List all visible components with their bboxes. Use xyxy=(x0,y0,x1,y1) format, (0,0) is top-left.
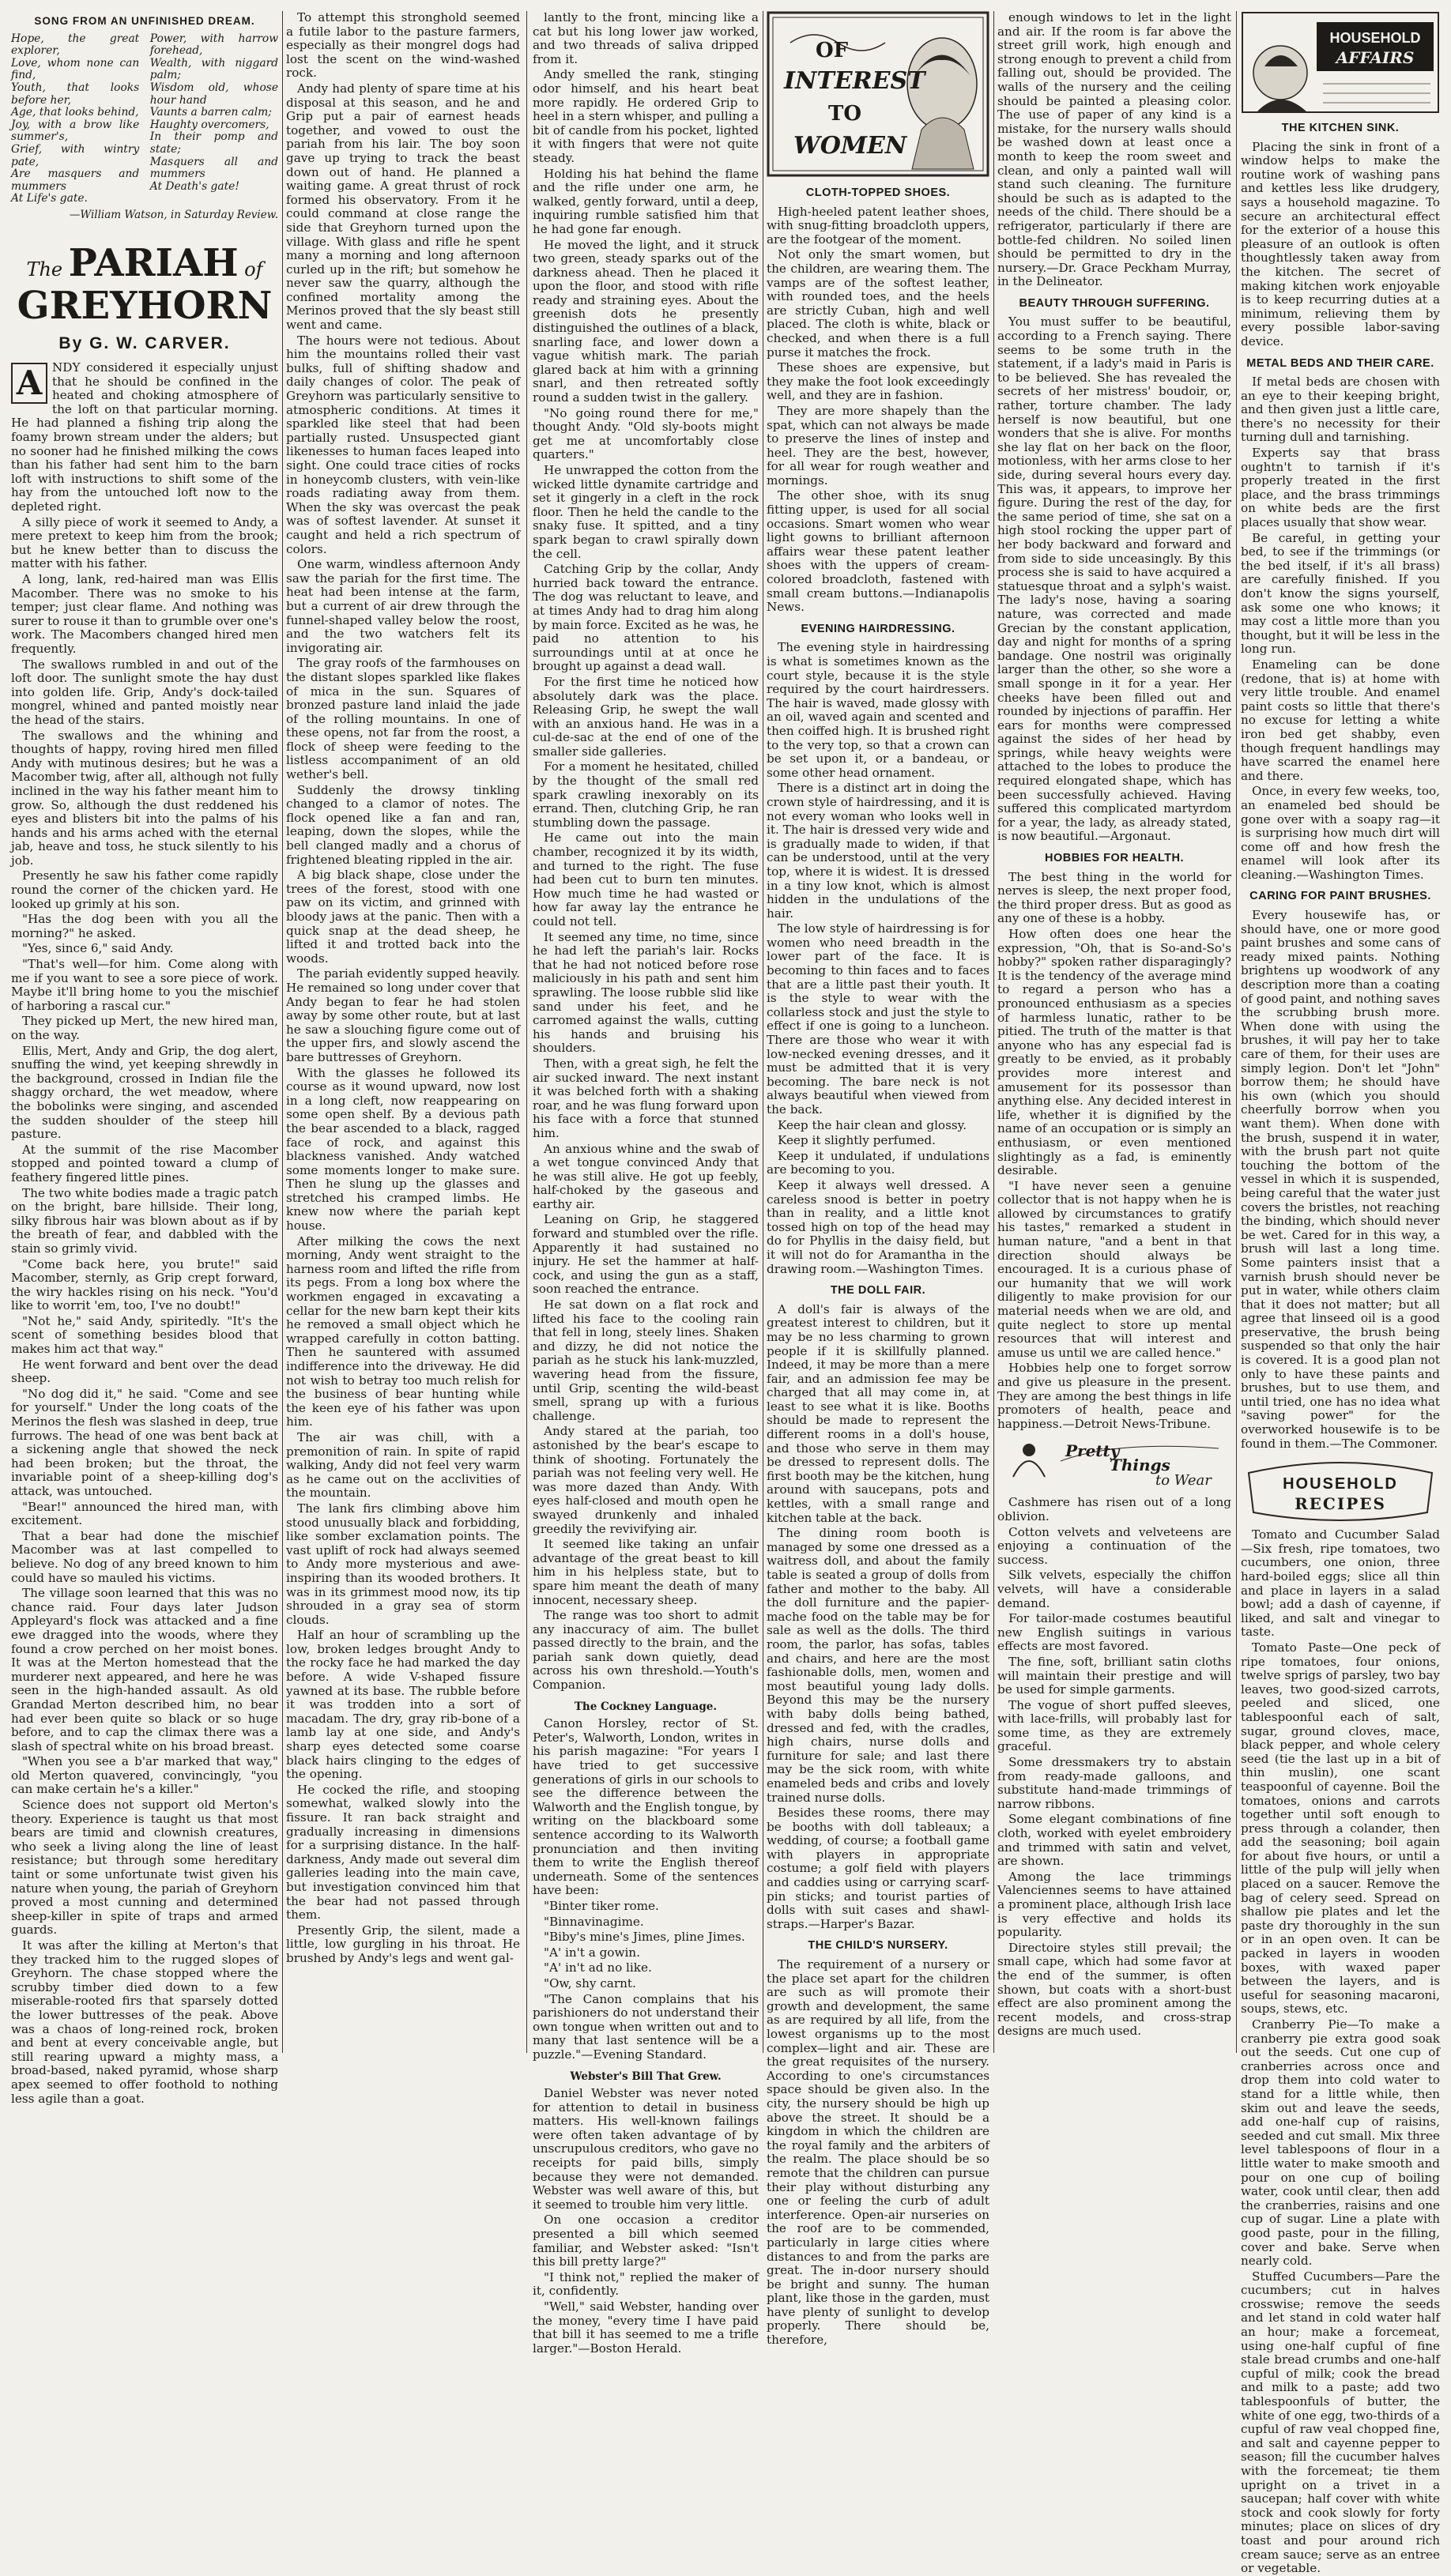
article-paragraph: Besides these rooms, there may be booths with doll tableaux; a wedding, of course; a football game with players in appropriate costume; a golf field with players and caddies using or carrying scarf-pin sticks; and tourist parties of dolls with suit cases and shawl-straps.—Harper's Bazar. xyxy=(767,1806,989,1931)
household-recipes-art xyxy=(1241,1457,1440,1522)
article-paragraph: Enameling can be done (redone, that is) at home with very little trouble. And enamel paint costs so little that there's no excuse for letting a white iron bed get shabby, even though frequent handlings may have scarred the enamel here and there. xyxy=(1241,657,1440,783)
story-paragraph: The two white bodies made a tragic patch on the bright, bare hillside. Their long, silky fibrous hair was blown about as if by the breath of fear, and dabbled with the stain so grimly vivid. xyxy=(11,1185,278,1256)
story-paragraph: NDY considered it especially unjust that he should be confined in the heated and choking atmosphere of the loft on that particular morning. He had planned a fishing trip along the foamy brown stream under the alders; but no sooner had he finished milking the cows than his father had sent him to the barn loft with instructions to shift some of the hay from the untouched loft now to the depleted right. xyxy=(11,360,278,514)
cockney-paragraph: Canon Horsley, rector of St. Peter's, Walworth, London, writes in his parish magazine: "For years I have tried to get successive generations of girls in our schools to see the difference between the Walworth and the English tongue, by writing on the blackboard some sentence according to its Walworth pronunciation and then inviting them to write the English thereof underneath. Some of the sentences have been: xyxy=(533,1716,759,1898)
poem-line: Power, with harrow forehead, xyxy=(149,32,278,58)
story-paragraph: He went forward and bent over the dead sheep. xyxy=(11,1357,278,1386)
article-paragraph: The best thing in the world for nerves is sleep, the next proper food, the third proper dress. But as good as any one of these is a hobby. xyxy=(997,869,1231,926)
cockney-paragraph: "The Canon complains that his parishioners do not understand their own tongue when written out and to many that last sentence will be a puzzle."—Evening Standard. xyxy=(533,1991,759,2062)
article-paragraph: Stuffed Cucumbers—Pare the cucumbers; cut in halves crosswise; remove the seeds and let stand in cold water half an hour; make a forcemeat, using one-half cupful of fine stale bread crumbs and one-half cupful of milk; cook the bread and milk to a paste; add two tablespoonfuls of butter, the white of one egg, two-thirds of a cupful of raw veal chopped fine, and salt and cayenne pepper to season; fill the cucumber halves with the forcemeat; tie them upright on a trivet in a saucepan; half cover with white stock and cook slowly for forty minutes; place on slices of dry toast and pour around rich cream sauce; serve as an entree or vegetable. xyxy=(1241,2269,1440,2576)
article-paragraph: There is a distinct art in doing the crown style of hairdressing, and it is not every woman who looks well in it. The hair is dressed very wide and is gradually made to widen, if that can be understood, until at the very top, where it is widest. It is dressed in a tiny low knot, which is almost hidden in the undulations of the hair. xyxy=(767,781,989,921)
story-paragraph: He came out into the main chamber, recognized it by its width, and turned to the right. The fuse had been cut to burn ten minutes. How much time he had wasted or how far away lay the entrance he could not tell. xyxy=(533,830,759,928)
webster-paragraph: On one occasion a creditor presented a bill which seemed familiar, and Webster asked: "Isn't this bill pretty large?" xyxy=(533,2213,759,2269)
article-heading: THE CHILD'S NURSERY. xyxy=(808,1939,948,1953)
story-paragraph: Presently Grip, the silent, made a little, low gurgling in his throat. He brushed by Andy's legs and went gal- xyxy=(286,1923,520,1965)
story-paragraph: "Come back here, you brute!" said Macomber, sternly, as Grip crept forward, the wiry hackles rising on his neck. "You'd like to worrit 'em, too, I've no doubt!" xyxy=(11,1256,278,1313)
article-paragraph: Some elegant combinations of fine cloth, worked with eyelet embroidery and trimmed with satin and velvet, are shown. xyxy=(997,1812,1231,1869)
story-paragraph: He sat down on a flat rock and lifted his face to the cooling rain that fell in long, steely lines. Shaken and dizzy, he did not notice the pariah as he stuck his lank-muzzled, wavering head from the fissure, until Grip, scenting the wild-beast smell, sprang up with a furious challenge. xyxy=(533,1297,759,1423)
story-paragraph: For a moment he hesitated, chilled by the thought of the small red spark crawling inexorably on its errand. Then, clutching Grip, he ran stumbling down the passage. xyxy=(533,759,759,830)
story-paragraph: "Not he," said Andy, spiritedly. "It's the scent of something besides blood that makes him act that way." xyxy=(11,1313,278,1357)
cockney-paragraph: "A' in't a gowin. xyxy=(544,1945,640,1960)
article-paragraph: The other shoe, with its snug fitting upper, is used for all social occasions. Smart women who wear light gowns to brilliant afternoon affairs wear these patent leather shoes with the uppers of cream-colored broadcloth, fastened with small cream buttons.—Indianapolis News. xyxy=(767,488,989,615)
column-rule xyxy=(993,11,994,2053)
story-paragraph: Andy smelled the rank, stinging odor himself, and his heart beat more rapidly. He ordered Grip to heel in a stern whisper, and pulling a bit of candle from his pocket, lighted it with fingers that were not quite steady. xyxy=(533,67,759,165)
article-paragraph: If metal beds are chosen with an eye to their keeping bright, and then given just a little care, there's no necessity for their turning dull and tarnishing. xyxy=(1241,375,1440,445)
household-recipes-line2: RECIPES xyxy=(1295,1494,1386,1514)
story-title-the: The xyxy=(26,258,69,281)
webster-paragraph: "I think not," replied the maker of it, confidently. xyxy=(533,2269,759,2299)
poem-line: In their pomp and state; xyxy=(149,130,278,156)
story-paragraph: It seemed like taking an unfair advantage of the great beast to kill him in his helpless state, but to spare him meant the death of many innocent, necessary sheep. xyxy=(533,1537,759,1607)
article-paragraph: The dining room booth is managed by some one dressed as a waitress doll, and about the family table is seated a group of dolls from father and mother to the baby. All the doll furniture and the papier-mache food on the table may be for sale as well as the dolls. The third room, the parlor, has sofas, tables and chairs, and here are the most fashionable dolls, men, women and most beautiful young lady dolls. Beyond this may be the nursery with baby dolls being bathed, dressed and fed, with the cradles, high chairs, nurse dolls and furniture for sale; and last there may be the sick room, with white enameled beds and cribs and lovely trained nurse dolls. xyxy=(767,1526,989,1805)
interest-to-women-banner xyxy=(767,11,989,177)
article-paragraph: Every housewife has, or should have, one or more good paint brushes and some cans of ready mixed paints. Nothing brightens up woodwork of any description more than a coating of good paint, and nothing saves the scrubbing brush more. When done with using the brushes, it will pay her to take care of them, for their uses are simply legion. Don't let "John" borrow them; he should have his own (which you should cheerfully borrow when you want them). When done with the brush, suspend it in water, with the brush part not quite touching the bottom of the vessel in which it is suspended, being careful that the water just covers the bristles, not reaching the binding, which should never be wet. Cared for in this way, a brush will last a long time. Some painters insist that a varnish brush should never be put in water, while others claim that it does not matter; but all agree that linseed oil is a good preservative, the brush being suspended so that only the hair is covered. It is a good plan not only to have these paints and brushes, but to use them, and until tried, one has no idea what "saving power" for the overworked housewife is to be found in them.—The Commoner. xyxy=(1241,908,1440,1451)
story-title xyxy=(11,242,278,327)
household-recipes xyxy=(1241,1528,1440,2576)
article-paragraph: Not only the smart women, but the children, are wearing them. The vamps are of the softest leather, with rounded toes, and the heels are strictly Cuban, high and well placed. The cloth is white, black or checked, and when there is a full purse it matches the frock. xyxy=(767,247,989,360)
article-paragraph: Some dressmakers try to abstain from ready-made galloons, and substitute hand-made trimmings of narrow ribbons. xyxy=(997,1755,1231,1811)
column-5 xyxy=(997,11,1231,2053)
cockney-paragraph: "Binter tiker rome. xyxy=(544,1898,659,1913)
article-paragraph: The evening style in hairdressing is what is sometimes known as the court style, because it is the style required by the court hairdressers. The hair is waved, made glossy with an oil, waved again and scented and then coiffed high. It is brushed right to the very top, so that a crown can be set upon it, or a bandeau, or some other head ornament. xyxy=(767,640,989,780)
story-paragraph: Presently he saw his father come rapidly round the corner of the chicken yard. He looked up grimly at his son. xyxy=(11,868,278,911)
women-articles xyxy=(767,186,989,2348)
article-heading: BEAUTY THROUGH SUFFERING. xyxy=(1019,296,1210,310)
article-paragraph: The vogue of short puffed sleeves, with lace-frills, will probably last for some time, as they are extremely graceful. xyxy=(997,1697,1231,1754)
story-paragraph: To attempt this stronghold seemed a futile labor to the pasture farmers, especially as their mongrel dogs had lost the scent on the wind-washed rock. xyxy=(286,10,520,81)
article-paragraph: Cranberry Pie—To make a cranberry pie extra good soak out the seeds. Cut one cup of cranberries across once and drop them into cold water to stand for a little while, then skim out and leave the seeds, add one-half cup of raisins, seeded and cut small. Mix three level tablespoons of flour in a little water to make smooth and pour on one cup of boiling water, cook until clear, then add the cranberries, raisins and one cup of sugar. Line a plate with good paste, pour in the filling, cover and bake. Serve when nearly cold. xyxy=(1241,2017,1440,2269)
article-heading: HOBBIES FOR HEALTH. xyxy=(1045,852,1184,865)
article-paragraph: Silk velvets, especially the chiffon velvets, will have a considerable demand. xyxy=(997,1568,1231,1610)
women-articles-continued xyxy=(997,11,1231,2039)
article-paragraph: "I have never seen a genuine collector that is not happy when he is allowed by circumstances to gratify his tastes," remarked a student in human nature, "and a bent in that direction should always be encouraged. It is a curious phase of our humanity that we will work diligently to make provision for our material needs when we are old, and quite neglect to store up mental resources that will interest and amuse us until we are called hence." xyxy=(997,1178,1231,1360)
poem-line: At Death's gate! xyxy=(149,179,239,193)
column-2 xyxy=(286,11,520,2053)
story-paragraph: Suddenly the drowsy tinkling changed to a clamor of notes. The flock opened like a fan and ran, leaping, down the slopes, while the bell clanged madly and a chorus of frightened bleating rippled in the air. xyxy=(286,782,520,867)
article-paragraph: The fine, soft, brilliant satin cloths will maintain their prestige and will be used for simple garments. xyxy=(997,1654,1231,1697)
article-paragraph: Keep it always well dressed. A careless snood is better in poetry than in reality, and a little knot tossed high on top of the head may do for Phyllis in the daisy field, but it will not do for Aramantha in the drawing room.—Washington Times. xyxy=(767,1177,989,1276)
story-paragraph: Then, with a great sigh, he felt the air sucked inward. The next instant it was belched forth with a shaking roar, and he was flung forward upon his face with a force that stunned him. xyxy=(533,1056,759,1140)
dress-figure-icon xyxy=(1013,1461,1045,1477)
cockney-paragraph: "Binnavinagime. xyxy=(544,1914,644,1929)
story-paragraph: The air was chill, with a premonition of rain. In spite of rapid walking, Andy did not feel very warm as he came out on the acclivities of the mountain. xyxy=(286,1429,520,1501)
story-paragraph: Catching Grip by the collar, Andy hurried back toward the entrance. The dog was reluctant to leave, and at times Andy had to drag him along by main force. Excited as he was, he paid no attention to his surroundings until at at once he brought up against a dead wall. xyxy=(533,562,759,674)
poem-line: Vaunts a barren calm; xyxy=(149,106,272,119)
story-paragraph: The lank firs climbing above him stood unusually black and forbidding, like somber exclamation points. The vast uplift of rock had always seemed to Andy more mysterious and awe-inspiring than its wooded brothers. It was in its grimmest mood now, its tip shrouded in a gray sea of storm clouds. xyxy=(286,1501,520,1627)
story-paragraph: Leaning on Grip, he staggered forward and stumbled over the rifle. Apparently it had sustained no injury. He set the hammer at half-cock, and using the gun as a staff, soon reached the entrance. xyxy=(533,1212,759,1297)
story-paragraph: "That's well—for him. Come along with me if you want to see a sore piece of work. Maybe it'll bring home to you the mischief of harboring a rascal cur." xyxy=(11,957,278,1013)
story-paragraph: "Bear!" announced the hired man, with excitement. xyxy=(11,1499,278,1528)
story-paragraph: Half an hour of scrambling up the low, broken ledges brought Andy to the rocky face he had marked the day before. A wide V-shaped fissure yawned at its base. The rubble before it was trodden into a sort of macadam. The dry, gray rib-bone of a lamb lay at one side, and Andy's sharp eyes detected some coarse black hairs clinging to the edges of the opening. xyxy=(286,1628,520,1782)
story-title-greyhorn: GREYHORN xyxy=(17,283,273,328)
story-paragraph: Science does not support old Merton's theory. Experience is taught us that most bears are timid and clownish creatures, who seek a living along the line of least resistance; but through some hereditary taint or some unfortunate twist given his nature when young, the pariah of Greyhorn proved a most cunning and determined sheep-killer in spite of traps and armed guards. xyxy=(11,1798,278,1938)
article-paragraph: Tomato Paste—One peck of ripe tomatoes, four onions, twelve sprigs of parsley, two bay leaves, two good-sized carrots, peeled and sliced, one tablespoonful each of salt, sugar, ground cloves, mace, black pepper, and whole celery seed (tie the last up in a bit of thin muslin), one scant teaspoonful of cayenne. Boil the tomatoes, onions and carrots together until soft enough to press through a colander, then add the seasoning; boil again for about five hours, or until a little of the pulp will jelly when placed on a saucer. Remove the bag of celery seed. Spread on shallow pie plates and let the paste dry thoroughly in the sun or in an open oven. It can be packed in layers in wooden boxes, with waxed paper between the layers, and is useful for seasoning macaroni, soups, stews, etc. xyxy=(1241,1640,1440,2017)
cockney-article xyxy=(533,1717,759,2062)
cockney-title: The Cockney Language. xyxy=(574,1700,718,1713)
article-heading: THE KITCHEN SINK. xyxy=(1281,122,1400,134)
story-paragraph: The pariah evidently supped heavily. He remained so long under cover that Andy began to fear he had stolen away by some other route, but at last he saw a slouching figure come out of the upper firs, and slowly ascend the bare buttresses of Greyhorn. xyxy=(286,966,520,1064)
webster-title: Webster's Bill That Grew. xyxy=(570,2069,722,2083)
article-paragraph: Among the lace trimmings Valenciennes seems to have attained a prominent place, although Irish lace is very effective and holds its popularity. xyxy=(997,1869,1231,1940)
banner-word-to: TO xyxy=(828,102,861,126)
household-affairs-line2: AFFAIRS xyxy=(1336,48,1415,67)
women-banner-art xyxy=(767,11,989,177)
article-paragraph: Directoire styles still prevail; the small cape, which had some favor at the end of the summer, is often shown, but coats with a short-bust effect are also prominent among the recent models, and cross-strap designs are much used. xyxy=(997,1940,1231,2039)
article-paragraph: These shoes are expensive, but they make the foot look exceedingly well, and they are in fashion. xyxy=(767,360,989,403)
poem-stanza-left xyxy=(11,33,139,205)
poem-line: Wealth, with niggard palm; xyxy=(149,56,278,82)
household-affairs-header xyxy=(1241,11,1440,114)
story-paragraph: "Yes, since 6," said Andy. xyxy=(22,941,174,956)
column-6 xyxy=(1241,11,1440,2576)
article-paragraph: Be careful, in getting your bed, to see if the trimmings (or the bed itself, if it's all brass) are carefully finished. If you don't know the signs yourself, ask some one who knows; it may cost a little more than you thought, but it will be less in the long run. xyxy=(1241,530,1440,657)
poem-line: Masquers all and mummers xyxy=(149,155,278,181)
article-heading: EVENING HAIRDRESSING. xyxy=(801,622,955,635)
article-paragraph: The requirement of a nursery or the place set apart for the children are such as will promote their growth and development, the same as are required by all life, from the lowest organisms up to the most complex—light and air. These are the great requisites of the nursery. According to one's circumstances space should be given also. In the city, the nursery should be high up above the street. It should be a kingdom in which the children are the royal family and the arbiters of the realm. The place should be so remote that the children can pursue their play without disturbing any one or feeling the curb of adult interference. Open-air nurseries on the roof are to be commended, particularly in large cities where distances to and from the parks are great. The in-door nursery should be bright and sunny. The human plant, like those in the garden, must have plenty of sunlight to develop properly. There should be, therefore, xyxy=(767,1957,989,2348)
article-paragraph: Experts say that brass oughtn't to tarnish if it's properly treated in the first place, and the brass trimmings on white beds are the first places usually that show wear. xyxy=(1241,446,1440,530)
cockney-paragraph: "A' in't ad no like. xyxy=(544,1960,652,1975)
webster-paragraph: "Well," said Webster, handing over the money, "every time I have paid that bill it has seemed to me a trifle larger."—Boston Herald. xyxy=(533,2299,759,2356)
drop-cap: A xyxy=(11,363,47,404)
story-paragraph: Holding his hat behind the flame and the rifle under one arm, he walked, gently forward, until a deep, inquiring rumble satisfied him that he had gone far enough. xyxy=(533,166,759,236)
story-paragraph: He moved the light, and it struck two green, steady sparks out of the darkness ahead. Then he placed it upon the floor, and stood with rifle ready and straining eyes. About the greenish dots he presently distinguished the outlines of a black, snarling face, and lower down a vague whitish mark. The pariah glared back at him with a grinning snarl, and then retreated softly round a sudden twist in the gallery. xyxy=(533,237,759,405)
article-paragraph: Placing the sink in front of a window helps to make the routine work of washing pans and kettles less like drudgery, says a household magazine. To secure an architectural effect for the exterior of a house this pleasure of an outlook is often thoughtlessly taken away from the kitchen. The secret of making kitchen work enjoyable is to keep recurring duties at a minimum, relieving them by every possible labor-saving device. xyxy=(1241,139,1440,348)
housewife-figure-icon xyxy=(1253,46,1307,100)
article-paragraph: enough windows to let in the light and air. If the room is far above the street grill work, high enough and strong enough to prevent a child from falling out, should be provided. The walls of the nursery and the ceiling should be painted a pleasing color. The use of paper of any kind is a mistake, for the nursery walls should be washed down at least once a month to keep the room sweet and clean, and only a painted wall will stand such cleaning. The furniture should be such as is adapted to the needs of the child. There should be a refrigerator, particularly if there are bottle-fed children. No soiled linen should be permitted to dry in the nursery.—Dr. Grace Peckham Murray, in the Delineator. xyxy=(997,10,1231,289)
story-paragraph: The gray roofs of the farmhouses on the distant slopes sparkled like flakes of mica in the sun. Squares of bronzed pasture land inlaid the jade of the rolling mountains. In one of these opens, not far from the roost, a flock of sheep were feeding to the listless accompaniment of an old wether's bell. xyxy=(286,656,520,782)
poem-body xyxy=(11,33,278,205)
story-paragraph: Andy stared at the pariah, too astonished by the bear's escape to think of shooting. Fortunately the pariah was not feeling very well. He was more dazed than Andy. With eyes half-closed and mouth open he swayed drunkenly and inhaled greedily the revivifying air. xyxy=(533,1424,759,1536)
story-text-part3 xyxy=(533,11,759,1693)
article-paragraph: Keep the hair clean and glossy. xyxy=(778,1117,967,1132)
story-paragraph: After milking the cows the next morning, Andy went straight to the harness room and lifted the rifle from its pegs. From a long box where the workmen engaged in excavating a cellar for the new barn kept their kits he removed a small object which he wrapped carefully in cotton batting. Then he sauntered with assumed indifference into the driveway. He did not wish to betray too much relish for the business of bear hunting while the keen eye of his father was upon him. xyxy=(286,1233,520,1429)
poem-line: Joy, with a brow like summer's, xyxy=(11,118,140,144)
pretty-things-header xyxy=(997,1437,1231,1489)
story-paragraph: It seemed any time, no time, since he had left the pariah's lair. Rocks that he had not noticed before rose maliciously in his path and sent him sprawling. The loose rubble slid like sand under his feet, and he carromed against the walls, cutting his hands and bruising his shoulders. xyxy=(533,929,759,1056)
story-paragraph: It was after the killing at Merton's that they tracked him to the rugged slopes of Greyhorn. The chase stopped where the scrubby timber died down to a few miserable-rooted firs that sparsely dotted the lower buttresses of the peak. Above was a chaos of long-reined rock, broken and bent at every conceivable angle, but still rearing upward a mighty mass, a broad-based, naked pyramid, whose sharp apex seemed to offer foothold to nothing less agile than a goat. xyxy=(11,1938,278,2106)
poem-line: Wisdom old, whose hour hand xyxy=(149,81,278,107)
pretty-things-line1: Pretty xyxy=(1065,1441,1120,1461)
cockney-paragraph: "Ow, shy carnt. xyxy=(544,1975,636,1990)
poem-credit: —William Watson, in Saturday Review. xyxy=(69,208,278,221)
article-paragraph: Once, in every few weeks, too, an enameled bed should be gone over with a soapy rag—it is surprising how much dirt will come off and how fresh the enamel will look after its cleaning.—Washington Times. xyxy=(1241,784,1440,882)
article-heading: THE DOLL FAIR. xyxy=(830,1284,926,1297)
poem-line: Haughty overcomers, xyxy=(149,118,269,131)
story-paragraph: One warm, windless afternoon Andy saw the pariah for the first time. The heat had been intense at the farm, but a current of air drew through the funnel-shaped valley below the roost, and the two watchers felt its invigorating air. xyxy=(286,557,520,655)
story-paragraph: lantly to the front, mincing like a cat but his long lower jaw worked, and two threads of saliva dripped from it. xyxy=(533,10,759,66)
article-paragraph: You must suffer to be beautiful, according to a French saying. There seems to be some truth in the statement, if a lady's maid in Paris is to be believed. She has revealed the secrets of her mistress' boudoir, or, rather, torture chamber. The lady herself is now beautiful, but one wonders that she is alive. For months she lay flat on her back on the floor, motionless, with her arms close to her side, during several hours every day. This was, it appears, to improve her figure. During the rest of the day, for the same period of time, she sat on a high stool rocking the upper part of her body backward and forward and from side to side unceasingly. By this process she is said to have acquired a statuesque throat and a sylph's waist. The lady's nose, having a soaring nature, was corrected and made Grecian by the constant application, day and night for months of a spring bandage. One nostril was originally larger than the other, so she wore a small sponge in it for a year. Her cheeks have been filled out and rounded by injections of paraffin. Her ears for months were compressed against the sides of her head by springs, while heavy weights were attached to the lobes to produce the required elongated shape, which has been successfully achieved. Having suffered this complicated martyrdom for a year, the lady, as already stated, is now beautiful.—Argonaut. xyxy=(997,314,1231,844)
story-paragraph: A big black shape, close under the trees of the forest, stood with one paw on its victim, and grinned with bloody jaws at the panic. Then with a quick snap at the dead sheep, he lifted it and trotted back into the woods. xyxy=(286,868,520,966)
cockney-paragraph: "Biby's mine's Jimes, pline Jimes. xyxy=(544,1930,745,1945)
column-1 xyxy=(11,11,278,2106)
article-paragraph: A doll's fair is always of the greatest interest to children, but it may be no less charming to grown people if it is skillfully planned. Indeed, it may be more than a mere fair, and an admission fee may be charged that all may come in, at least to see what it is like. Booths should be made to represent the different rooms in a doll's house, and those who serve in them may be dressed to represent dolls. The first booth may be the kitchen, hung around with saucepans, pots and kettles, with a small range and kitchen table at the back. xyxy=(767,1301,989,1525)
story-paragraph: That a bear had done the mischief Macomber was at last compelled to believe. No dog of any breed known to him could have so mauled his victims. xyxy=(11,1528,278,1585)
story-paragraph: The village soon learned that this was no chance raid. Four days later Judson Appleyard's flock was attacked and a fine ewe dragged into the woods, where they found a crow perched on her moist bones. It was at the Merton homestead that the murderer next appeared, and here he was seen in the high-handed assault. As old Grandad Merton described him, no bear had ever been quite so black or so huge before, and to cap the climax there was a slash of spectral white on his broad breast. xyxy=(11,1586,278,1753)
story-paragraph: An anxious whine and the swab of a wet tongue convinced Andy that he was still alive. He got up feebly, half-choked by the gaseous and earthy air. xyxy=(533,1141,759,1211)
story-paragraph: He cocked the rifle, and stooping somewhat, walked slowly into the fissure. It ran back straight and gradually increasing in dimensions for a surprising distance. In the half-darkness, Andy made out several dim galleries leading into the main cave, but investigation convinced him that the bear had not passed through them. xyxy=(286,1782,520,1923)
article-heading: METAL BEDS AND THEIR CARE. xyxy=(1246,356,1434,370)
story-paragraph: "No going round there for me," thought Andy. "Old sly-boots might get me at uncomfortably close quarters." xyxy=(533,405,759,462)
story-paragraph: "No dog did it," he said. "Come and see for yourself." Under the long coats of the Merinos the flesh was slashed in deep, true furrows. The head of one was bent back at a sickening angle that showed the neck had been broken; but the throat, the invariable point of a sheep-killing dog's attack, was untouched. xyxy=(11,1386,278,1498)
story-paragraph: The range was too short to admit any inaccuracy of aim. The bullet passed directly to the brain, and the pariah sank down quietly, dead across his own threshold.—Youth's Companion. xyxy=(533,1608,759,1693)
article-paragraph: Cashmere has risen out of a long oblivion. xyxy=(997,1495,1231,1523)
column-3 xyxy=(533,10,759,2356)
poem-title: SONG FROM AN UNFINISHED DREAM. xyxy=(34,15,255,27)
story-paragraph: A silly piece of work it seemed to Andy, a mere pretext to keep him from the brook; but he knew better than to discuss the matter with his father. xyxy=(11,514,278,571)
banner-word-women: WOMEN xyxy=(793,132,907,160)
poem-line: Age, that looks behind, xyxy=(11,106,139,119)
webster-paragraph: Daniel Webster was never noted for attention to detail in business matters. His well-known failings were often taken advantage of by unscrupulous creditors, who gave no receipts for paid bills, simply because they were not demanded. Webster was well aware of this, but it seemed to trouble him very little. xyxy=(533,2086,759,2212)
story-byline: By G. W. CARVER. xyxy=(58,333,231,352)
household-affairs-line1: HOUSEHOLD xyxy=(1329,30,1421,46)
story-text-part1 xyxy=(11,361,278,2106)
story-title-of: of xyxy=(238,258,263,281)
article-paragraph: Tomato and Cucumber Salad—Six fresh, ripe tomatoes, two cucumbers, one onion, three hard-boiled eggs; slice all thin and place in layers in a salad bowl; add a dash of cayenne, if liked, and salt and vinegar to taste. xyxy=(1241,1527,1440,1640)
article-paragraph: The low style of hairdressing is for women who need breadth in the lower part of the face. It is becoming to thin faces and to faces that are a little past their youth. It is the style to wear with the collarless stock and just the style to effect if one is going to a luncheon. There are those who wear it with low-necked evening dresses, and it must be admitted that it is very becoming. The bare neck is not always beautiful when viewed from the back. xyxy=(767,921,989,1117)
poem-line: Love, whom none can find, xyxy=(11,56,140,82)
poem-line: Grief, with wintry pate, xyxy=(11,142,140,168)
article-heading: CLOTH-TOPPED SHOES. xyxy=(805,186,951,199)
column-rule xyxy=(1236,11,1237,2053)
story-title-pariah: PARIAH xyxy=(68,240,239,285)
household-recipes-line1: HOUSEHOLD xyxy=(1283,1475,1398,1493)
story-paragraph: They picked up Mert, the new hired man, on the way. xyxy=(11,1014,278,1042)
newspaper-page xyxy=(11,10,1440,2576)
pretty-things-art xyxy=(997,1437,1231,1489)
poem-line: Youth, that looks before her, xyxy=(11,81,140,107)
story-paragraph: Ellis, Mert, Andy and Grip, the dog alert, snuffing the wind, yet keeping shrewdly in the background, crossed in Indian file the shaggy orchard, the wet meadow, where the bobolinks were singing, and ascended the sudden shoulder of the steep hill pasture. xyxy=(11,1043,278,1142)
column-rule xyxy=(526,11,527,2053)
story-paragraph: "Has the dog been with you all the morning?" he asked. xyxy=(11,912,278,940)
story-paragraph: A long, lank, red-haired man was Ellis Macomber. There was no smoke to his temper; just clear flame. And nothing was surer to rouse it than to grumble over one's work. The Macombers changed hired men frequently. xyxy=(11,572,278,656)
poem-line: Hope, the great explorer, xyxy=(11,32,140,58)
story-paragraph: The hours were not tedious. About him the mountains rolled their vast bulks, full of shifting shadow and daily changes of color. The peak of Greyhorn was particularly sensitive to atmospheric conditions. At times it sparkled like steel that had been partially rusted. Unsuspected giant likenesses to human faces leaped into sight. One could trace cities of rocks in honeycomb clusters, with vein-like roads radiating away from them. When the sky was overcast the peak was of softest lavender. At sunset it caught and held a rich spectrum of colors. xyxy=(286,333,520,556)
article-paragraph: Hobbies help one to forget sorrow and give us pleasure in the present. They are among the best things in life promoters of health, peace and happiness.—Detroit News-Tribune. xyxy=(997,1361,1231,1431)
banner-word-interest: INTEREST xyxy=(784,67,925,95)
banner-word-of: OF xyxy=(816,39,849,62)
household-articles xyxy=(1241,122,1440,1451)
article-heading: CARING FOR PAINT BRUSHES. xyxy=(1249,890,1431,903)
story-paragraph: With the glasses he followed its course as it wound upward, now lost in a long cleft, now reappearing on some open shelf. By a devious path the bear ascended to a black, ragged face of rock, and against this blackness vanished. Andy watched some moments longer to make sure. Then he slung up the glasses and stretched his cramped limbs. He knew now where the pariah kept house. xyxy=(286,1065,520,1233)
poem-line: Are masquers and mummers xyxy=(11,168,140,193)
pretty-things-line2: Things xyxy=(1110,1456,1170,1475)
story-paragraph: For the first time he noticed how absolutely dark was the place. Releasing Grip, he swept the wall with an anxious hand. He was in a cul-de-sac at the end of one of the smaller side galleries. xyxy=(533,674,759,759)
story-paragraph: Andy had plenty of spare time at his disposal at this season, and he and Grip put a pair of earnest heads together, and vowed to oust the pariah from his lair. The boy soon gave up trying to track the beast down out of hand. He planned a waiting game. A great thrust of rock formed his observatory. From it he could command at close range the side that Greyhorn turned upon the village. With glass and rifle he spent many a morning and long afternoon curled up in the rift; but somehow he never saw the quarry, although the confined mortality among the Merinos proved that the sly beast still went and came. xyxy=(286,81,520,333)
story-paragraph: The swallows rumbled in and out of the loft door. The sunlight smote the hay dust into golden life. Grip, Andy's dock-tailed mongrel, whined and panted moistly near the head of the stairs. xyxy=(11,657,278,727)
article-paragraph: Keep it undulated, if undulations are becoming to you. xyxy=(767,1148,989,1177)
household-affairs-art xyxy=(1241,11,1440,114)
poem-stanza-right xyxy=(150,33,278,205)
story-paragraph: "When you see a b'ar marked that way," old Merton quavered, convincingly, "you can make certain he's a killer." xyxy=(11,1754,278,1797)
poem-line: At Life's gate. xyxy=(11,192,88,205)
article-paragraph: High-heeled patent leather shoes, with snug-fitting broadcloth uppers, are the footgear of the moment. xyxy=(767,204,989,247)
household-recipes-header xyxy=(1241,1457,1440,1522)
story-text-part2 xyxy=(286,11,520,1966)
column-4 xyxy=(767,11,989,2348)
article-paragraph: How often does one hear the expression, "Oh, that is So-and-So's hobby?" spoken rather disparagingly? It is the tendency of the average mind to regard a person who has a pronounced enthusiasm as a species of harmless lunatic, rather to be pitied. The truth of the matter is that anyone who has any especial fad is greatly to be envied, as it probably provides more interest and amusement for its possessor than anything else. Any decided interest in life, whether it is dignified by the name of an occupation or is simply an enthusiasm, or even mentioned slightingly as a fad, is eminently desirable. xyxy=(997,927,1231,1178)
article-paragraph: They are more shapely than the spat, which can not always be made to preserve the lines of instep and heel. They are the best, however, for all wear for rough weather and mornings. xyxy=(767,403,989,488)
story-paragraph: He unwrapped the cotton from the wicked little dynamite cartridge and set it gingerly in a cleft in the rock floor. Then he held the candle to the snaky fuse. It spitted, and a tiny spark began to crawl spirally down the cell. xyxy=(533,463,759,561)
pretty-things-line3: to Wear xyxy=(1155,1472,1212,1489)
column-rule xyxy=(282,11,283,2053)
webster-article xyxy=(533,2087,759,2356)
article-paragraph: For tailor-made costumes beautiful new English suitings in various effects are most favored. xyxy=(997,1611,1231,1654)
article-paragraph: Cotton velvets and velveteens are enjoying a continuation of the success. xyxy=(997,1524,1231,1567)
story-paragraph: At the summit of the rise Macomber stopped and pointed toward a clump of feathery fingered little pines. xyxy=(11,1142,278,1184)
article-paragraph: Keep it slightly perfumed. xyxy=(778,1133,936,1148)
story-paragraph: The swallows and the whining and thoughts of happy, roving hired men filled Andy with mutinous desires; but he was a Macomber twig, after all, although not fully inclined in the way his father meant him to grow. So, although the dust reddened his eyes and blisters bit into the palms of his hands and his arms ached with the eternal jab, heave and toss, he stuck silently to his job. xyxy=(11,728,278,868)
